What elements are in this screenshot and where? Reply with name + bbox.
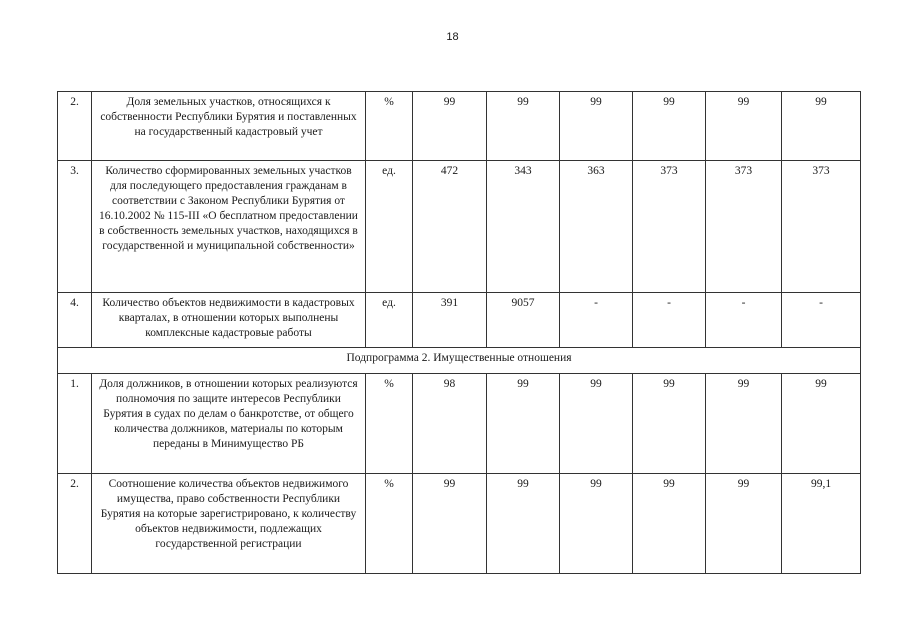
table-row — [58, 92, 861, 161]
value-cell: 99 — [413, 92, 487, 161]
value-cell: - — [782, 293, 861, 348]
value-cell: 99 — [560, 92, 633, 161]
value-cell: 99 — [487, 474, 560, 574]
value-cell: 373 — [782, 161, 861, 293]
page-number: 18 — [446, 31, 459, 43]
indicator-name: Доля должников, в отношении которых реализуются полномочия по защите интересов Республики Бурятия в судах по делам о банкротстве, от общего количества должников, материалы по которым переданы в Минимущество РБ — [92, 374, 366, 474]
indicator-name: Количество объектов недвижимости в кадастровых кварталах, в отношении которых выполнены комплексные кадастровые работы — [92, 293, 366, 348]
value-cell: 99 — [706, 92, 782, 161]
table-row — [58, 374, 861, 474]
value-cell: 99 — [487, 374, 560, 474]
table-row — [58, 474, 861, 574]
value-cell: 391 — [413, 293, 487, 348]
table-row — [58, 293, 861, 348]
value-cell: 363 — [560, 161, 633, 293]
indicators-table — [57, 91, 861, 574]
indicator-name: Соотношение количества объектов недвижимого имущества, право собственности Республики Бурятия на которые зарегистрировано, к количеству объектов недвижимости, подлежащих государственной регистрации — [92, 474, 366, 574]
value-cell: 99 — [706, 374, 782, 474]
value-cell: 99 — [413, 474, 487, 574]
subprogram-row — [58, 348, 861, 374]
unit-cell: ед. — [366, 293, 413, 348]
row-number: 2. — [58, 92, 92, 161]
value-cell: 99 — [633, 474, 706, 574]
value-cell: 99 — [706, 474, 782, 574]
indicator-name: Доля земельных участков, относящихся к собственности Республики Бурятия и поставленных на государственный кадастровый учет — [92, 92, 366, 161]
value-cell: - — [633, 293, 706, 348]
value-cell: 373 — [633, 161, 706, 293]
value-cell: 99 — [633, 92, 706, 161]
unit-cell: % — [366, 474, 413, 574]
value-cell: - — [706, 293, 782, 348]
unit-cell: % — [366, 92, 413, 161]
value-cell: 9057 — [487, 293, 560, 348]
value-cell: 98 — [413, 374, 487, 474]
unit-cell: % — [366, 374, 413, 474]
row-number: 3. — [58, 161, 92, 293]
row-number: 4. — [58, 293, 92, 348]
value-cell: 99 — [782, 92, 861, 161]
table-row — [58, 161, 861, 293]
value-cell: 99 — [782, 374, 861, 474]
row-number: 2. — [58, 474, 92, 574]
value-cell: 99,1 — [782, 474, 861, 574]
value-cell: 99 — [560, 474, 633, 574]
value-cell: - — [560, 293, 633, 348]
value-cell: 343 — [487, 161, 560, 293]
unit-cell: ед. — [366, 161, 413, 293]
value-cell: 472 — [413, 161, 487, 293]
value-cell: 99 — [560, 374, 633, 474]
row-number: 1. — [58, 374, 92, 474]
value-cell: 99 — [487, 92, 560, 161]
indicator-name: Количество сформированных земельных участков для последующего предоставления гражданам в соответствии с Законом Республики Бурятия от 16.10.2002 № 115-III «О бесплатном предоставлении в собственность земельных участков, находящихся в государственной и муниципальной собственности» — [92, 161, 366, 293]
value-cell: 99 — [633, 374, 706, 474]
value-cell: 373 — [706, 161, 782, 293]
subprogram-title: Подпрограмма 2. Имущественные отношения — [58, 348, 861, 374]
